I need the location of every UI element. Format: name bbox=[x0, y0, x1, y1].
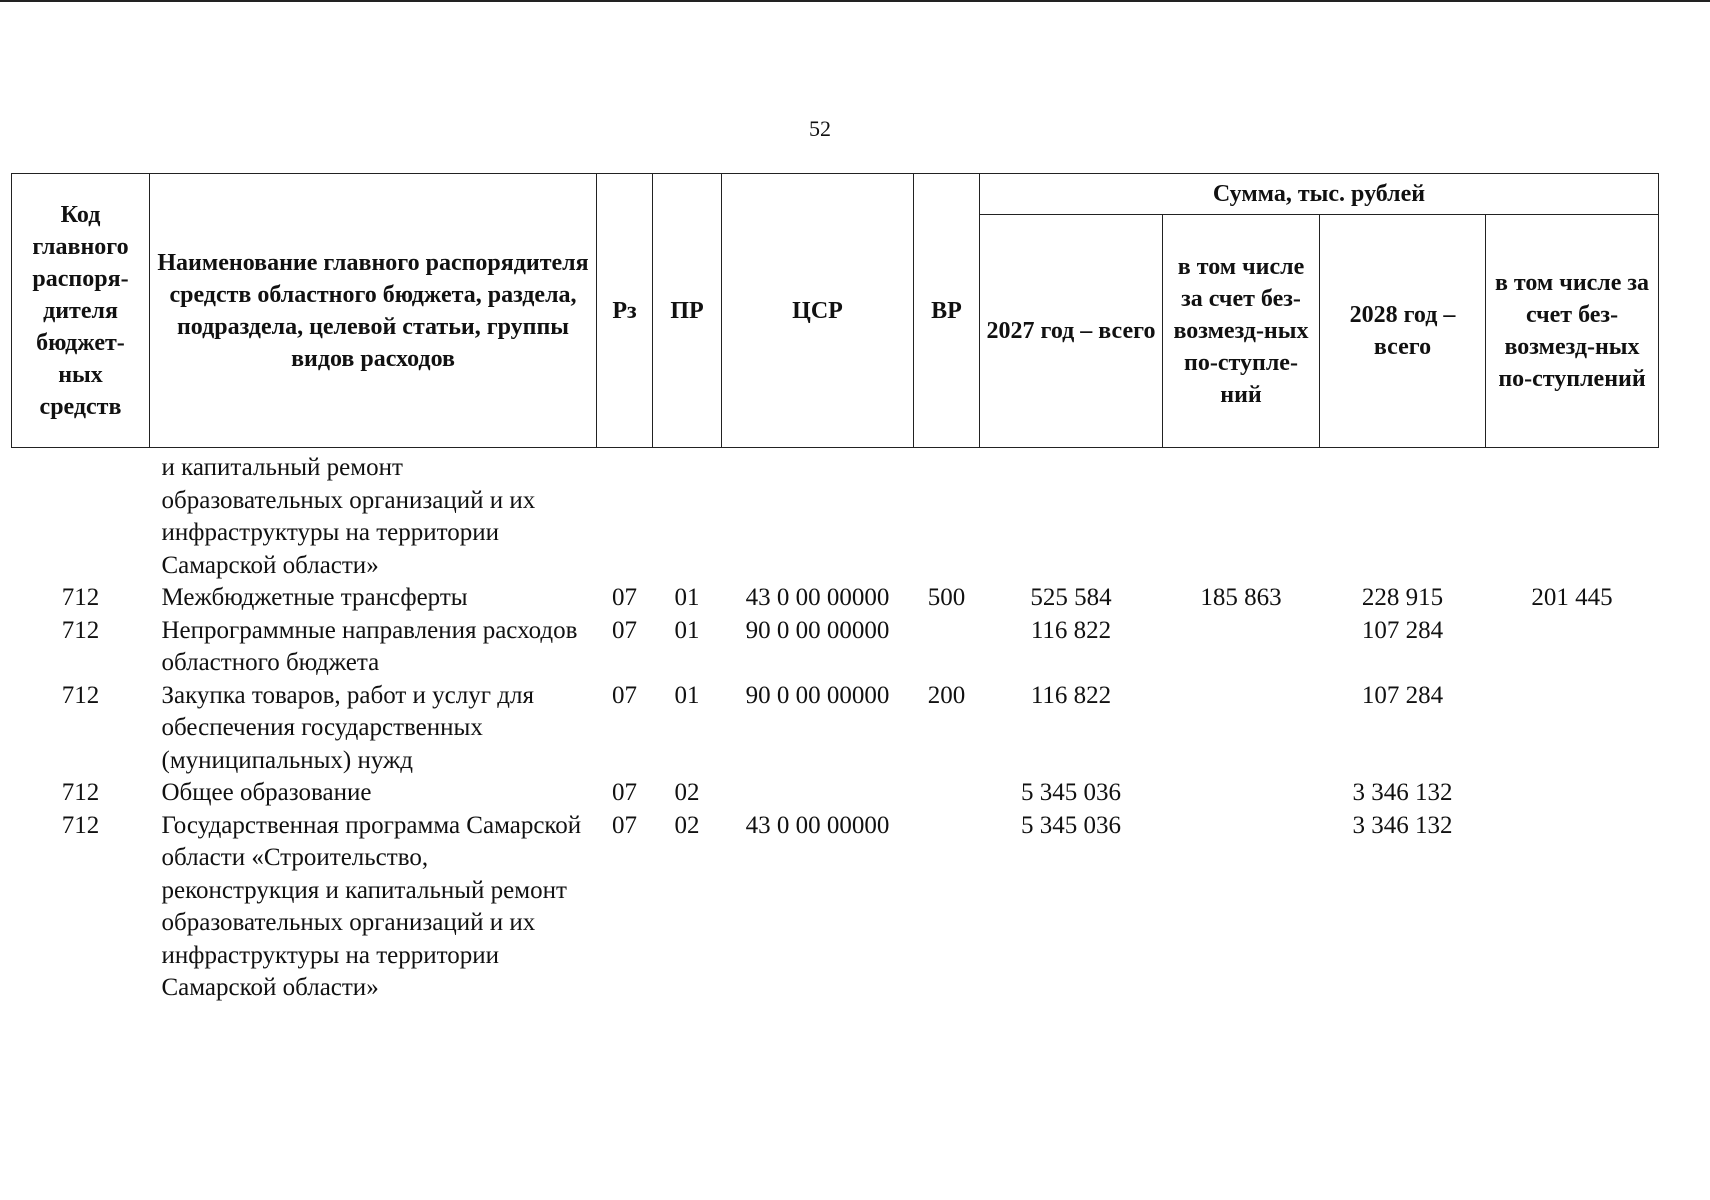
cell-code: 712 bbox=[61, 681, 100, 709]
cell-vr bbox=[914, 777, 980, 810]
cell-csr bbox=[722, 777, 914, 810]
header-2028-grants: в том числе за счет без-возмезд-ных по-ступлений bbox=[1486, 215, 1659, 448]
cell-csr bbox=[722, 448, 914, 583]
cell-2028-grants bbox=[1486, 810, 1659, 1005]
cell-2028-total: 107 284 bbox=[1361, 681, 1444, 709]
cell-csr: 90 0 00 00000 bbox=[745, 681, 890, 709]
table-row bbox=[12, 810, 1659, 1005]
cell-pr: 01 bbox=[674, 584, 700, 611]
cell-vr: 200 bbox=[927, 681, 966, 709]
cell-vr: 500 bbox=[927, 584, 966, 611]
header-rz: Рз bbox=[597, 174, 653, 448]
header-vr: ВР bbox=[914, 174, 980, 448]
cell-code: 712 bbox=[61, 779, 100, 806]
table-row bbox=[12, 680, 1659, 778]
cell-2028-grants bbox=[1486, 615, 1659, 680]
cell-rz: 07 bbox=[612, 681, 637, 709]
header-code: Код главного распоря-дителя бюджет-ных средств bbox=[12, 174, 150, 448]
table-row bbox=[12, 777, 1659, 810]
cell-2027-grants bbox=[1163, 615, 1320, 680]
header-sum: Сумма, тыс. рублей bbox=[980, 174, 1659, 215]
cell-rz: 07 bbox=[612, 779, 637, 806]
cell-rz: 07 bbox=[612, 584, 637, 611]
header-pr: ПР bbox=[653, 174, 722, 448]
cell-csr: 43 0 00 00000 bbox=[745, 584, 890, 611]
cell-2028-grants bbox=[1486, 680, 1659, 778]
cell-2027-total: 525 584 bbox=[1030, 584, 1112, 611]
cell-2027-grants bbox=[1163, 810, 1320, 1005]
cell-name: Государственная программа Самарской области «Строительство, реконструкция и капитальный ремонт образовательных организаций и их инфраструктуры на территории Самарской области» bbox=[161, 811, 582, 1001]
cell-2027-total: 5 345 036 bbox=[1021, 811, 1121, 839]
cell-name: Межбюджетные трансферты bbox=[161, 584, 468, 611]
cell-rz bbox=[597, 448, 653, 583]
header-2027-total: 2027 год – всего bbox=[980, 215, 1163, 448]
cell-2027-total bbox=[980, 448, 1163, 583]
budget-table bbox=[11, 173, 1659, 1005]
cell-pr: 02 bbox=[674, 811, 700, 839]
cell-name: Общее образование bbox=[161, 779, 372, 806]
cell-code bbox=[12, 448, 150, 583]
cell-2027-grants bbox=[1163, 680, 1320, 778]
cell-2028-grants bbox=[1486, 777, 1659, 810]
cell-2028-total: 107 284 bbox=[1361, 616, 1444, 644]
cell-pr: 01 bbox=[674, 681, 700, 709]
header-csr: ЦСР bbox=[722, 174, 914, 448]
table-header bbox=[12, 174, 1659, 448]
cell-name: Непрограммные направления расходов областного бюджета bbox=[161, 616, 578, 676]
top-rule bbox=[0, 0, 1710, 2]
table-row bbox=[12, 582, 1659, 615]
cell-rz: 07 bbox=[612, 616, 637, 644]
cell-2027-grants: 185 863 bbox=[1200, 584, 1282, 611]
cell-code: 712 bbox=[61, 811, 100, 839]
header-2027-grants: в том числе за счет без-возмезд-ных по-ступле-ний bbox=[1163, 215, 1320, 448]
cell-csr: 90 0 00 00000 bbox=[745, 616, 890, 644]
header-name: Наименование главного распорядителя средств областного бюджета, раздела, подраздела, целевой статьи, группы видов расходов bbox=[150, 174, 597, 448]
cell-code: 712 bbox=[61, 616, 100, 644]
cell-2027-total: 116 822 bbox=[1030, 681, 1112, 709]
table-row bbox=[12, 615, 1659, 680]
page-number: 52 bbox=[809, 116, 831, 141]
cell-2027-total: 5 345 036 bbox=[1021, 779, 1121, 806]
cell-2027-grants bbox=[1163, 448, 1320, 583]
cell-vr bbox=[914, 615, 980, 680]
cell-2028-grants bbox=[1486, 448, 1659, 583]
cell-2028-total: 3 346 132 bbox=[1352, 779, 1453, 806]
cell-pr bbox=[653, 448, 722, 583]
cell-name: Закупка товаров, работ и услуг для обеспечения государственных (муниципальных) нужд bbox=[161, 681, 534, 774]
cell-csr: 43 0 00 00000 bbox=[745, 811, 890, 839]
cell-2028-grants: 201 445 bbox=[1531, 584, 1613, 611]
header-2028-total: 2028 год – всего bbox=[1320, 215, 1486, 448]
table-row bbox=[12, 448, 1659, 583]
cell-name: и капитальный ремонт образовательных организаций и их инфраструктуры на территории Самарской области» bbox=[161, 454, 536, 579]
cell-2028-total: 228 915 bbox=[1361, 584, 1444, 611]
cell-code: 712 bbox=[61, 584, 100, 611]
cell-2027-grants bbox=[1163, 777, 1320, 810]
cell-pr: 01 bbox=[674, 616, 700, 644]
table-body bbox=[12, 448, 1659, 1005]
cell-2028-total: 3 346 132 bbox=[1352, 811, 1453, 839]
cell-vr bbox=[914, 448, 980, 583]
cell-2028-total bbox=[1320, 448, 1486, 583]
cell-pr: 02 bbox=[674, 779, 700, 806]
cell-2027-total: 116 822 bbox=[1030, 616, 1112, 644]
cell-rz: 07 bbox=[612, 811, 637, 839]
cell-vr bbox=[914, 810, 980, 1005]
